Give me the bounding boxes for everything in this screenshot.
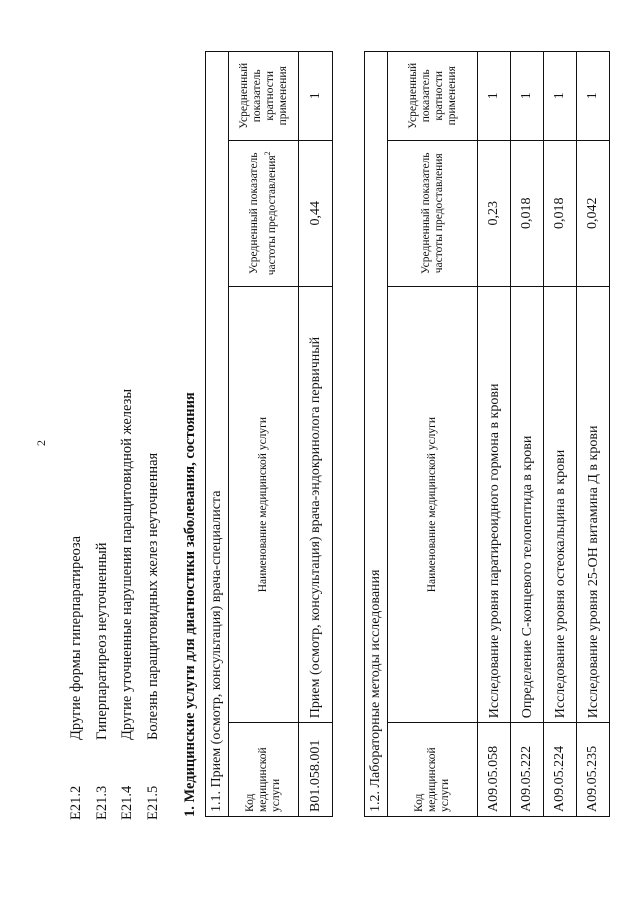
service-code: A09.05.235 xyxy=(577,723,610,817)
table-caption: 1.1. Прием (осмотр, консультация) врача-специалиста xyxy=(206,52,229,817)
table-row xyxy=(478,52,511,817)
diagnosis-name: Другие формы гиперпаратиреоза xyxy=(68,535,84,740)
table-row xyxy=(511,52,544,817)
service-code: A09.05.224 xyxy=(544,723,577,817)
section-title: 1. Медицинские услуги для диагностики заболевания, состояния xyxy=(182,392,198,817)
service-multiplicity: 1 xyxy=(299,52,333,141)
diagnosis-name: Болезнь паращитовидных желез неуточненная xyxy=(144,452,161,740)
service-code: B01.058.001 xyxy=(299,723,333,817)
service-multiplicity: 1 xyxy=(577,52,610,141)
code-row xyxy=(141,389,167,820)
diagnosis-name: Гиперпаратиреоз неуточненный xyxy=(93,542,110,740)
header-multiplicity: Усредненный показатель кратности применения xyxy=(388,52,478,141)
diagnosis-code: E21.4 xyxy=(119,785,135,820)
service-name: Исследование уровня паратиреоидного гормона в крови xyxy=(478,287,511,723)
service-frequency: 0,23 xyxy=(478,140,511,286)
table-caption: 1.2. Лабораторные методы исследования xyxy=(365,52,388,817)
diagnosis-code: E21.3 xyxy=(93,785,110,820)
service-code: A09.05.058 xyxy=(478,723,511,817)
code-row xyxy=(115,389,141,820)
service-name: Прием (осмотр, консультация) врача-эндокринолога первичный xyxy=(299,287,333,723)
table-row xyxy=(577,52,610,817)
service-frequency: 0,018 xyxy=(511,140,544,286)
service-name: Определение С-концевого телопептида в крови xyxy=(511,287,544,723)
header-frequency: Усредненный показатель частоты предоставления xyxy=(388,140,478,286)
header-name: Наименование медицинской услуги xyxy=(388,287,478,723)
service-frequency: 0,44 xyxy=(299,140,333,286)
service-frequency: 0,018 xyxy=(544,140,577,286)
diagnosis-code-list xyxy=(64,389,166,820)
header-multiplicity: Усредненный показатель кратности применения xyxy=(229,52,299,141)
diagnosis-name: Другие уточненные нарушения паращитовидной железы xyxy=(119,388,135,740)
diagnosis-code: E21.2 xyxy=(68,785,84,820)
service-multiplicity: 1 xyxy=(544,52,577,141)
service-multiplicity: 1 xyxy=(511,52,544,141)
diagnosis-code: E21.5 xyxy=(144,785,161,820)
code-row xyxy=(64,389,90,820)
code-row xyxy=(90,389,116,820)
header-name: Наименование медицинской услуги xyxy=(229,287,299,723)
header-frequency: Усредненный показатель частоты предоставления$^2$ xyxy=(229,140,299,286)
header-code: Код медицинской услуги xyxy=(229,723,299,817)
table-row xyxy=(544,52,577,817)
header-code: Код медицинской услуги xyxy=(388,723,478,817)
consultation-table xyxy=(205,51,333,817)
service-name: Исследование уровня 25-ОН витамина Д в крови xyxy=(577,287,610,723)
laboratory-table xyxy=(364,51,610,817)
service-name: Исследование уровня остеокальцина в крови xyxy=(544,287,577,723)
table-header-row xyxy=(388,52,478,817)
page-number: 2 xyxy=(34,440,48,446)
table-header-row xyxy=(229,52,299,817)
service-frequency: 0,042 xyxy=(577,140,610,286)
service-code: A09.05.222 xyxy=(511,723,544,817)
service-multiplicity: 1 xyxy=(478,52,511,141)
table-row xyxy=(299,52,333,817)
